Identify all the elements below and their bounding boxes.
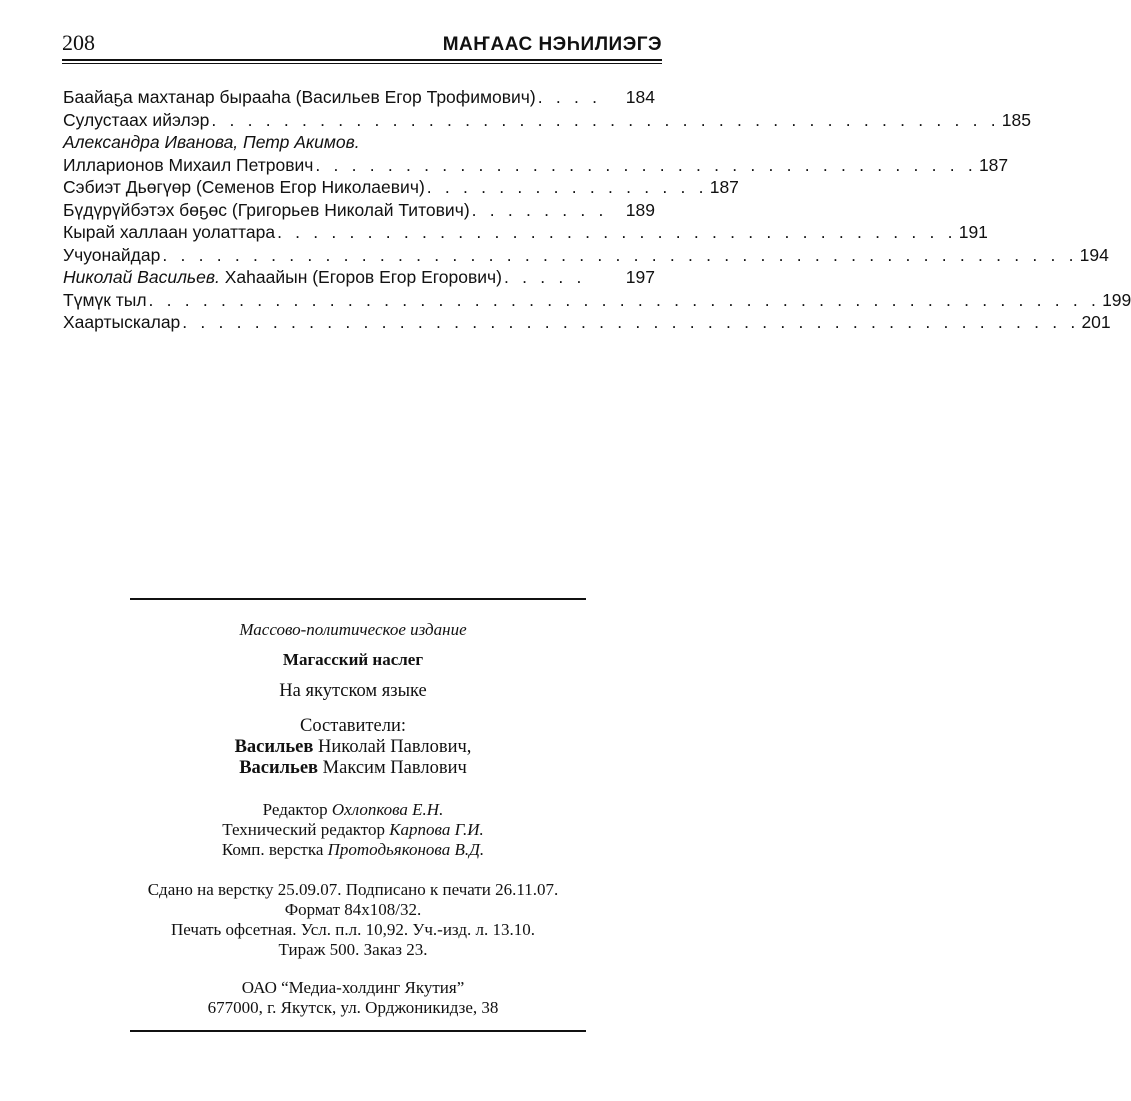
language-note: На якутском языке [279,681,427,701]
header-rule-thin [62,63,662,64]
toc-leader-dots: . . . . . . . . [471,199,608,220]
layout-line [40,840,666,860]
compiler-1-name: Николай Павлович, [313,737,472,757]
toc-entry [63,109,1031,132]
editor-name: Охлопкова Е.Н. [331,800,444,819]
header-rule-thick [62,59,662,61]
toc-leader-dots: . . . . . . . . . . . . . . . . . . . . . . . . . . . . . . . . . . . . . . [277,222,957,242]
separator-rule-bottom [130,1030,586,1032]
toc-entry [63,244,1109,267]
toc-entry [63,176,739,199]
toc-entry-text: Баайаҕа махтанар бырааһа (Васильев Егор Трофимович) [63,87,536,107]
toc-page-number: 194 [1079,244,1109,265]
layout-label: Комп. верстка [221,840,328,859]
toc-page-number: 191 [958,222,988,242]
editor-label: Редактор [262,800,332,819]
compiler-1-surname: Васильев [234,737,314,757]
print-info-1: Сдано на верстку 25.09.07. Подписано к печати 26.11.07. [147,880,559,899]
editor-line [40,800,666,820]
table-of-contents [63,86,1131,334]
tech-editor-line [40,820,666,840]
page-number: 208 [62,30,95,55]
toc-entry-text: Учуонайдар [63,244,161,265]
toc-entry [63,86,655,109]
compiler-2-surname: Васильев [239,758,319,778]
toc-entry-title [63,289,147,312]
toc-entry-text: Сэбиэт Дьөгүөр (Семенов Егор Николаевич) [63,177,425,197]
compilers-label: Составители: [300,716,406,736]
toc-entry [63,154,1009,177]
toc-leader-dots: . . . . . . . . . . . . . . . . . . . . . . . . . . . . . . . . . . . . . . . . . . . . . . . . . . . [162,244,1078,265]
toc-leader-dots: . . . . [537,87,602,107]
toc-entry [63,311,1111,334]
toc-leader-dots: . . . . . . . . . . . . . . . . [426,177,708,197]
imprint-block [40,620,666,1018]
publisher: ОАО “Медиа-холдинг Якутия” [241,978,465,997]
toc-entry-author: Николай Васильев. [63,267,220,287]
print-info-3: Печать офсетная. Усл. п.л. 10,92. Уч.-изд. л. 13.10. [171,920,535,939]
page-header [62,30,662,66]
tech-editor-label: Технический редактор [222,820,390,839]
toc-page-number: 189 [625,199,655,220]
running-head: МАҤААС НЭҺИЛИЭГЭ [442,34,662,55]
toc-page-number: 185 [1001,109,1031,130]
toc-entry-title [63,131,360,154]
toc-entry [63,221,988,244]
toc-entry-title [63,244,160,267]
toc-entry-title [63,154,313,177]
toc-entry-title [63,266,502,289]
compiler-1 [40,737,666,758]
toc-entry [63,131,655,154]
toc-entry-author: Александра Иванова, Петр Акимов. [63,132,360,152]
toc-leader-dots: . . . . . [503,267,586,287]
edition-type: Массово-политическое издание [239,620,467,639]
toc-page-number: 199 [1102,289,1131,310]
toc-page-number: 201 [1081,312,1111,332]
print-info-2: Формат 84х108/32. [284,900,422,919]
toc-entry-text: Бүдүрүйбэтэх бөҕөс (Григорьев Николай Титович) [63,199,470,220]
toc-entry [63,289,1131,312]
toc-leader-dots: . . . . . . . . . . . . . . . . . . . . . . . . . . . . . . . . . . . . . [315,154,977,175]
toc-entry-title [63,199,470,222]
toc-entry-title [63,176,425,199]
toc-entry-text: Хаһаайын (Егоров Егор Егорович) [224,267,502,287]
toc-page-number: 197 [625,267,655,287]
toc-page-number: 187 [709,177,739,197]
toc-entry [63,199,655,222]
toc-entry-title [63,311,180,334]
toc-leader-dots: . . . . . . . . . . . . . . . . . . . . . . . . . . . . . . . . . . . . . . . . . . . . . . . . . . . . . [148,289,1101,310]
toc-entry [63,266,655,289]
toc-leader-dots: . . . . . . . . . . . . . . . . . . . . . . . . . . . . . . . . . . . . . . . . . . . . [211,109,1000,130]
book-title: Магасский наслег [282,650,424,669]
toc-entry-title [63,109,209,132]
compiler-2-name: Максим Павлович [318,758,467,778]
toc-entry-text: Түмүк тыл [63,289,147,310]
toc-page-number: 187 [978,154,1009,175]
toc-entry-title [63,221,275,244]
publisher-address: 677000, г. Якутск, ул. Орджоникидзе, 38 [207,998,499,1017]
toc-entry-text: Кырай халлаан уолаттара [63,222,276,242]
toc-entry-title [63,86,536,109]
separator-rule-top [130,598,586,600]
toc-entry-text: Илларионов Михаил Петрович [63,154,314,175]
toc-entry-text: Хаартыскалар [63,312,181,332]
print-info-4: Тираж 500. Заказ 23. [278,940,428,959]
toc-leader-dots: . . . . . . . . . . . . . . . . . . . . . . . . . . . . . . . . . . . . . . . . . . . . . . . . . . [182,312,1080,332]
tech-editor-name: Карпова Г.И. [389,820,484,839]
compiler-2 [40,758,666,779]
toc-page-number: 184 [625,87,655,107]
toc-entry-text: Сулустаах ийэлэр [63,109,210,130]
layout-name: Протодьяконова В.Д. [327,840,485,859]
